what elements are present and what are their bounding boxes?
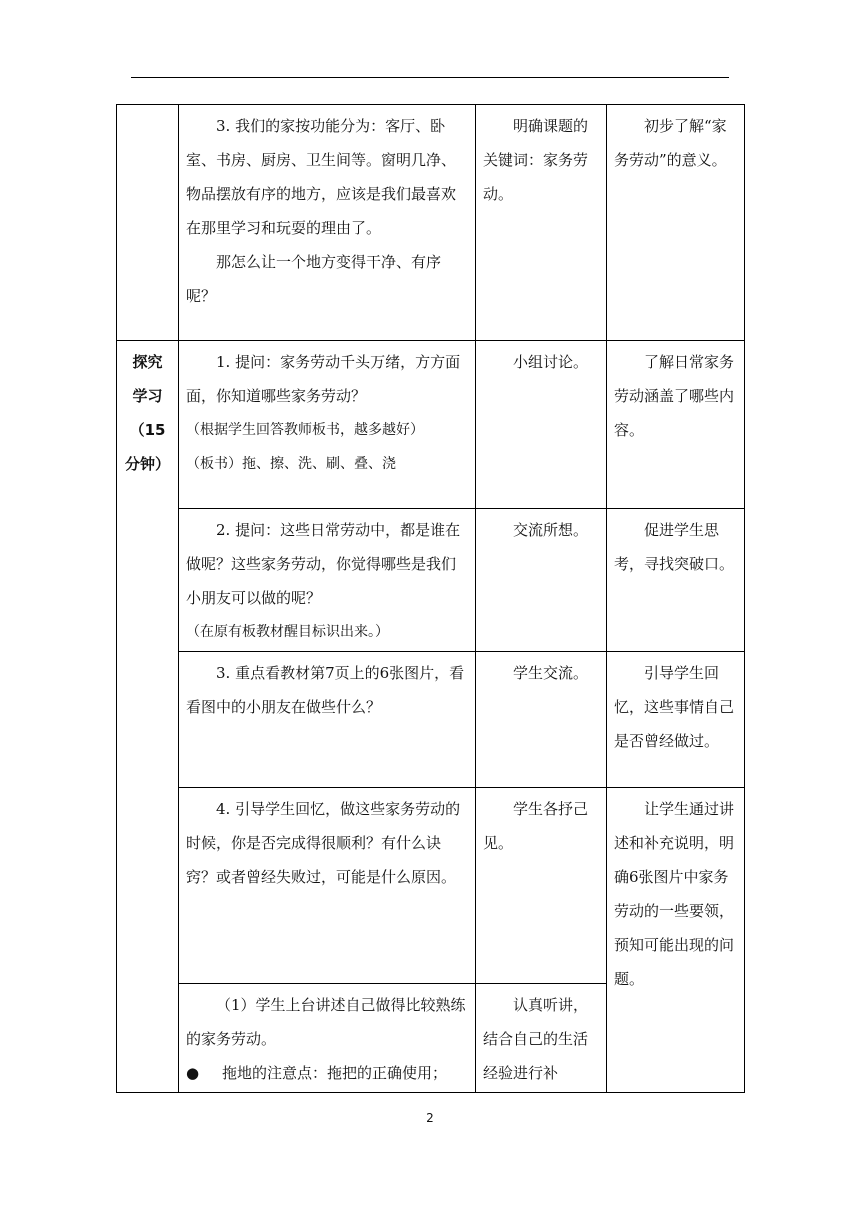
design-intent-text: 了解日常家务劳动涵盖了哪些内容。: [614, 353, 735, 439]
content-paragraph: （1）学生上台讲述自己做得比较熟练的家务劳动。: [186, 996, 466, 1048]
content-cell: [179, 984, 476, 1093]
bullet-item: [186, 1056, 468, 1090]
content-note: （根据学生回答教师板书，越多越好）: [186, 422, 424, 438]
section-label-line: 分钟）: [124, 455, 170, 473]
content-paragraph: 那怎么让一个地方变得干净、有序呢？: [186, 253, 442, 305]
content-paragraph: 2. 提问：这些日常劳动中，都是谁在做呢？这些家务劳动，你觉得哪些是我们小朋友可以做的呢？: [186, 521, 461, 607]
student-activity-cell: [476, 341, 607, 509]
page-number: 2: [426, 1111, 434, 1125]
content-note: （在原有板教材醒目标识出来。）: [186, 624, 389, 640]
student-activity-text: 学生各抒己见。: [483, 800, 589, 852]
content-cell: [179, 788, 476, 984]
design-intent-text: 促进学生思考，寻找突破口。: [614, 521, 735, 573]
student-activity-cell: [476, 984, 607, 1093]
section-label-line: 学习: [132, 387, 163, 405]
section-label-line: （15: [129, 421, 166, 439]
section-label-line: 探究: [132, 353, 163, 371]
student-activity-cell: [476, 652, 607, 788]
content-cell: [179, 105, 476, 341]
table-row: [117, 341, 745, 509]
design-intent-cell: [607, 105, 745, 341]
student-activity-cell: [476, 788, 607, 984]
table-row: [117, 788, 745, 984]
design-intent-cell: [607, 652, 745, 788]
table-row: [117, 509, 745, 652]
content-cell: [179, 509, 476, 652]
section-label-cell: [117, 341, 179, 1093]
section-cell-empty: [117, 105, 179, 341]
student-activity-text: 小组讨论。: [513, 353, 589, 371]
content-note: （板书）拖、擦、洗、刷、叠、浇: [186, 456, 396, 472]
content-paragraph: 4. 引导学生回忆，做这些家务劳动的时候，你是否完成得很顺利？有什么诀窍？或者曾经失败过，可能是什么原因。: [186, 800, 461, 886]
design-intent-cell: [607, 341, 745, 509]
header-rule: [131, 77, 729, 78]
bullet-text: 拖地的注意点：拖把的正确使用；: [222, 1064, 448, 1082]
content-cell: [179, 652, 476, 788]
design-intent-text: 初步了解“家务劳动”的意义。: [614, 117, 727, 169]
bullet-icon: ●: [186, 1064, 200, 1082]
design-intent-text: 引导学生回忆，这些事情自己是否曾经做过。: [614, 664, 735, 750]
content-paragraph: 3. 重点看教材第7页上的6张图片，看看图中的小朋友在做些什么？: [186, 664, 465, 716]
student-activity-cell: [476, 509, 607, 652]
student-activity-cell: [476, 105, 607, 341]
student-activity-text: 学生交流。: [513, 664, 589, 682]
student-activity-text: 交流所想。: [513, 521, 589, 539]
design-intent-cell: [607, 509, 745, 652]
student-activity-text: 明确课题的关键词：家务劳动。: [483, 117, 589, 203]
table-row: [117, 652, 745, 788]
student-activity-text: 认真听讲，结合自己的生活经验进行补: [483, 996, 589, 1082]
design-intent-cell: [607, 788, 745, 1093]
content-cell: [179, 341, 476, 509]
content-paragraph: 3. 我们的家按功能分为：客厅、卧室、书房、厨房、卫生间等。窗明几净、物品摆放有序的地方，应该是我们最喜欢在那里学习和玩耍的理由了。: [186, 117, 457, 237]
table-row: [117, 105, 745, 341]
design-intent-text: 让学生通过讲述和补充说明，明确6张图片中家务劳动的一些要领，预知可能出现的问题。: [614, 800, 735, 988]
content-paragraph: 1. 提问：家务劳动千头万绪，方方面面，你知道哪些家务劳动？: [186, 353, 461, 405]
lesson-plan-table: [116, 104, 745, 1093]
